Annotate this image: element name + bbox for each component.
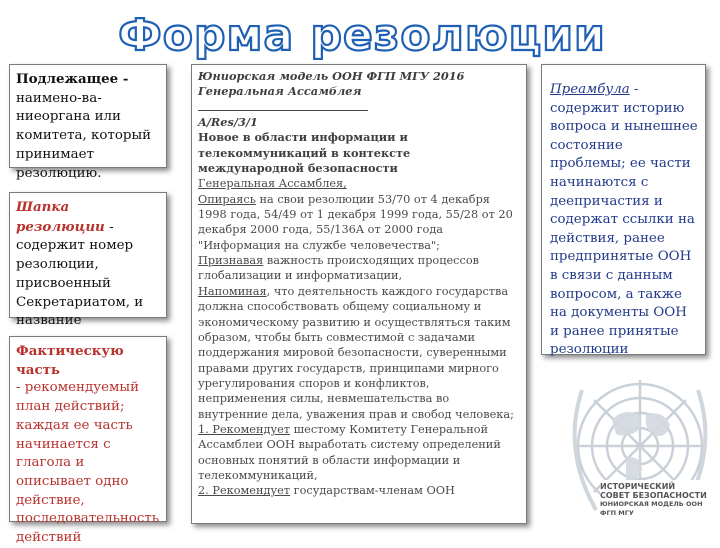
paragraph-1	[198, 192, 520, 253]
paragraph-5-verb: 2. Рекомендует	[198, 484, 291, 498]
paragraph-4-text: шестому Комитету Генеральной Ассамблеи ООН выработать систему определений основных понятий в области информации и телекоммуникаций,	[198, 422, 501, 482]
paragraph-4	[198, 422, 520, 483]
operative-box	[9, 336, 167, 546]
paragraph-5-text: государствам-членам ООН	[290, 484, 455, 498]
resolution-text-box	[191, 64, 527, 524]
preamble-heading: Преамбула	[550, 82, 630, 97]
logo-line-1: ИСТОРИЧЕСКИЙ	[600, 482, 676, 491]
preamble-text: - содержит историю вопроса и нынешнее состояние проблемы; ее части начинаются с деепричастия и содержат ссылки на действия, ранее предпринятые ООН в связи с данным вопросом, а также на документы ООН и ранее принятые резолюции	[550, 82, 698, 358]
paragraph-3	[198, 284, 520, 422]
paragraph-2	[198, 253, 520, 284]
preamble-box	[541, 64, 706, 358]
blank-line	[198, 100, 368, 111]
subject-box	[9, 64, 167, 181]
model-line: Юниорская модель ООН ФГП МГУ 2016	[198, 69, 465, 83]
assembly-line	[198, 84, 520, 115]
logo-line-3: ЮНИОРСКАЯ МОДЕЛЬ ООН ФГП МГУ	[600, 500, 703, 517]
paragraph-5	[198, 483, 520, 498]
paragraph-1-text: на свои резолюции 53/70 от 4 декабря 1998 года, 54/49 от 1 декабря 1999 года, 55/28 от 20 декабря 2000 года, 55/136A от 2000 года "Информация на службе человечества";	[198, 192, 513, 252]
paragraph-3-text: , что деятельность каждого государства должна способствовать общему социальному и экономическому развитию и осуществляться таким образом, чтобы быть совместимой с задачами поддержания мировой безопасности, суверенными правами других государств, принципами мирного урегулирования споров и конфликтов, неприменения силы, невмешательства во внутренние дела, уважения прав и свобод человека;	[198, 284, 514, 421]
header-heading: Шапка резолюции	[16, 199, 105, 235]
resolution-number: A/Res/3/1	[198, 115, 258, 130]
paragraph-3-verb: Напоминая	[198, 284, 267, 298]
header-box	[9, 192, 167, 329]
operative-heading: Фактическую часть	[16, 343, 124, 378]
logo-caption	[600, 482, 720, 518]
paragraph-4-verb: 1. Рекомендует	[198, 422, 291, 436]
operative-text: - рекомендуемый план действий; каждая ее часть начинается с глагола и описывает одно действие, последовательность действий	[16, 380, 160, 546]
subject-heading: Подлежащее -	[16, 71, 129, 87]
paragraph-2-verb: Признавая	[198, 254, 264, 268]
paragraph-2-text: важность происходящих процессов глобализации и информатизации,	[198, 254, 479, 283]
assembly-name: Генеральная Ассамблея	[198, 84, 362, 99]
page-title	[0, 4, 720, 60]
header-text: - содержит номер резолюции, присвоенный Секретариатом, и название	[16, 219, 144, 329]
logo-line-2: СОВЕТ БЕЗОПАСНОСТИ	[600, 491, 707, 500]
subject-line: Генеральная Ассамблея,	[198, 177, 347, 191]
subject-text: наимено-ва-ниеоргана или комитета, который принимает резолюцию.	[16, 90, 152, 181]
resolution-title: Новое в области информации и телекоммуникаций в контексте международной безопасности	[198, 130, 411, 176]
page-title-text: Форма резолюции	[118, 10, 606, 60]
paragraph-1-verb: Опираясь	[198, 192, 256, 206]
